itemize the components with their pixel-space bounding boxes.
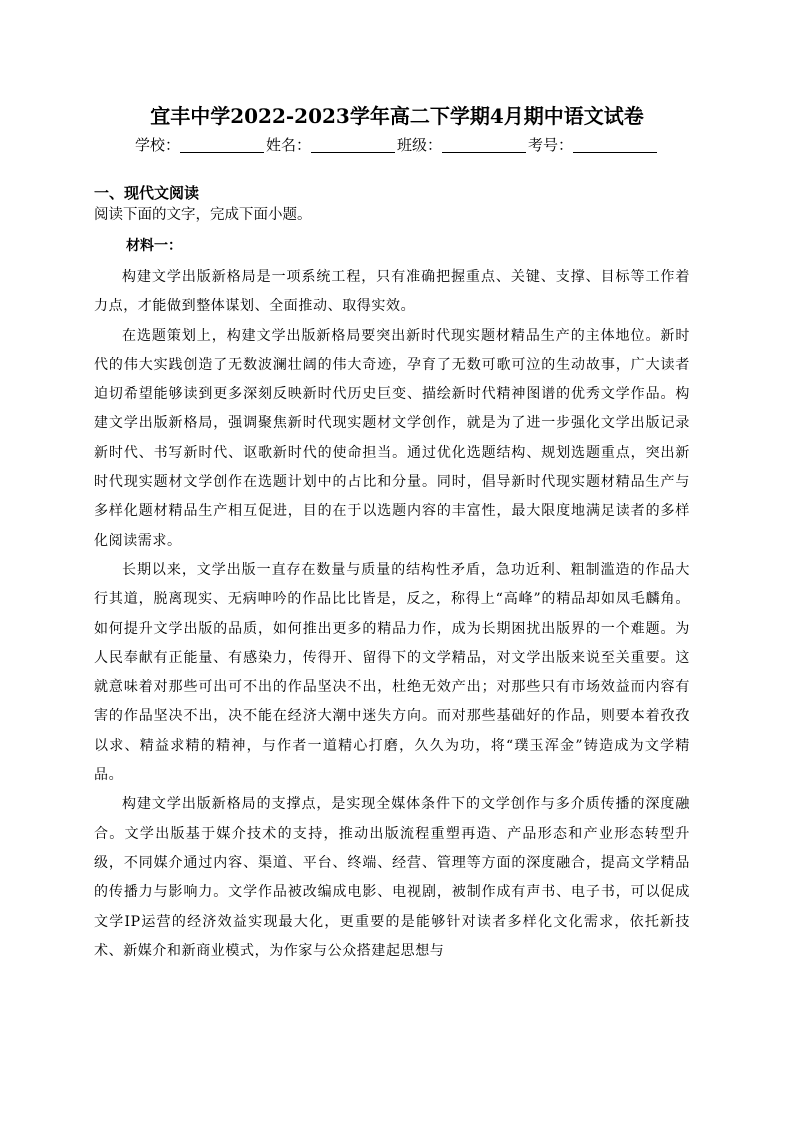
exam-number-field	[528, 134, 659, 156]
material-label: 材料一：	[126, 238, 182, 254]
exam-title: 宜丰中学2022-2023学年高二下学期4月期中语文试卷	[150, 104, 644, 128]
name-blank	[311, 136, 395, 153]
passage-paragraph: 构建文学出版新格局是一项系统工程，只有准确把握重点、关键、支撑、目标等工作着力点，才能做到整体谋划、全面推动、取得实效。	[94, 269, 690, 315]
exam-number-blank	[573, 136, 657, 153]
school-label: 学校：	[134, 136, 180, 154]
class-blank	[442, 136, 526, 153]
passage-paragraph: 在选题策划上，构建文学出版新格局要突出新时代现实题材精品生产的主体地位。新时代的伟大实践创造了无数波澜壮阔的伟大奇迹，孕育了无数可歌可泣的生动故事，广大读者迫切希望能够读到更多深刻反映新时代历史巨变、描绘新时代精神图谱的优秀文学作品。构建文学出版新格局，强调聚焦新时代现实题材文学创作，就是为了进一步强化文学出版记录新时代、书写新时代、讴歌新时代的使命担当。通过优化选题结构、规划选题重点，突出新时代现实题材文学创作在选题计划中的占比和分量。同时，倡导新时代现实题材精品生产与多样化题材精品生产相互促进，目的在于以选题内容的丰富性，最大限度地满足读者的多样化阅读需求。	[94, 327, 690, 549]
school-field	[135, 134, 266, 156]
section-heading: 一、现代文阅读	[94, 184, 200, 202]
passage-body	[94, 263, 690, 966]
exam-number-label: 考号：	[528, 136, 574, 154]
name-label: 姓名：	[265, 136, 311, 154]
passage-paragraph: 构建文学出版新格局的支撑点，是实现全媒体条件下的文学创作与多介质传播的深度融合。文学出版基于媒介技术的支持，推动出版流程重塑再造、产品形态和产业形态转型升级，不同媒介通过内容、渠道、平台、终端、经营、管理等方面的深度融合，提高文学精品的传播力与影响力。文学作品被改编成电影、电视剧，被制作成有声书、电子书，可以促成文学IP运营的经济效益实现最大化，更重要的是能够针对读者多样化文化需求，依托新技术、新媒介和新商业模式，为作家与公众搭建起思想与	[94, 796, 690, 959]
school-blank	[180, 136, 264, 153]
passage-paragraph: 长期以来，文学出版一直存在数量与质量的结构性矛盾，急功近利、粗制滥造的作品大行其道，脱离现实、无病呻吟的作品比比皆是，反之，称得上“高峰”的精品却如凤毛麟角。如何提升文学出版的品质，如何推出更多的精品力作，成为长期困扰出版界的一个难题。为人民奉献有正能量、有感染力，传得开、留得下的文学精品，对文学出版来说至关重要。这就意味着对那些可出可不出的作品坚决不出，杜绝无效产出；对那些只有市场效益而内容有害的作品坚决不出，决不能在经济大潮中迷失方向。而对那些基础好的作品，则要本着孜孜以求、精益求精的精神，与作者一道精心打磨，久久为功，将“璞玉浑金”铸造成为文学精品。	[94, 561, 690, 784]
class-label: 班级：	[397, 136, 443, 154]
class-field	[397, 134, 528, 156]
student-info-line	[0, 134, 794, 156]
name-field	[266, 134, 397, 156]
reading-instruction: 阅读下面的文字，完成下面小题。	[94, 207, 312, 223]
